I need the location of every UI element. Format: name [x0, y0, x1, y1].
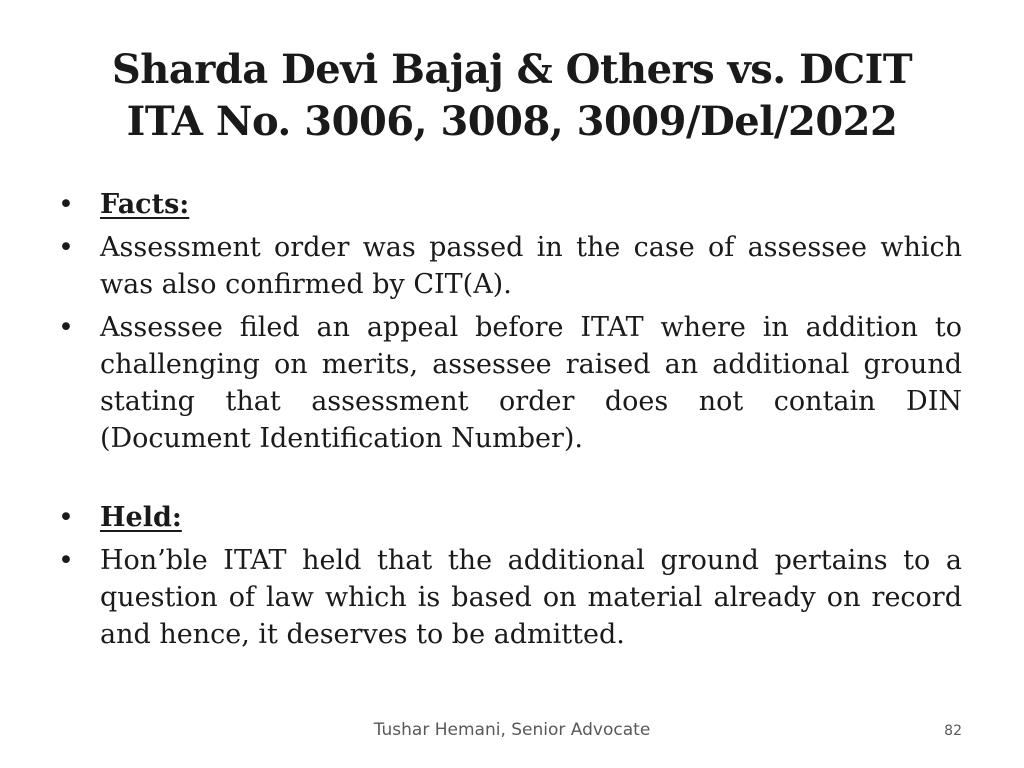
title-line-2: ITA No. 3006, 3008, 3009/Del/2022 [126, 98, 898, 145]
footer-author: Tushar Hemani, Senior Advocate [373, 720, 651, 740]
bullet-item-held-heading [56, 499, 962, 536]
section-spacer [56, 463, 962, 499]
bullet-icon: • [58, 545, 74, 576]
bullet-icon: • [58, 189, 74, 220]
held-heading: Held: [100, 502, 182, 533]
facts-heading: Facts: [100, 189, 190, 220]
held-1-text: Hon’ble ITAT held that the additional ground pertains to a question of law which is based on material already on record and hence, it deserves to be admitted. [100, 545, 962, 650]
bullet-item-held-1 [56, 542, 962, 653]
bullet-item-fact-1 [56, 229, 962, 303]
bullet-icon: • [58, 502, 74, 533]
slide-body [56, 186, 962, 659]
bullet-icon: • [58, 232, 74, 263]
title-line-1: Sharda Devi Bajaj & Others vs. DCIT [111, 46, 913, 93]
page-number: 82 [944, 723, 962, 739]
fact-2-text: Assessee filed an appeal before ITAT where in addition to challenging on merits, assessee raised an additional ground stating that assessment order does not contain DIN (Document Identification Number). [100, 312, 962, 454]
slide-title [40, 44, 984, 148]
bullet-icon: • [58, 312, 74, 343]
bullet-item-fact-2 [56, 309, 962, 457]
bullet-item-facts-heading [56, 186, 962, 223]
fact-1-text: Assessment order was passed in the case of assessee which was also confirmed by CIT(A). [100, 232, 962, 300]
